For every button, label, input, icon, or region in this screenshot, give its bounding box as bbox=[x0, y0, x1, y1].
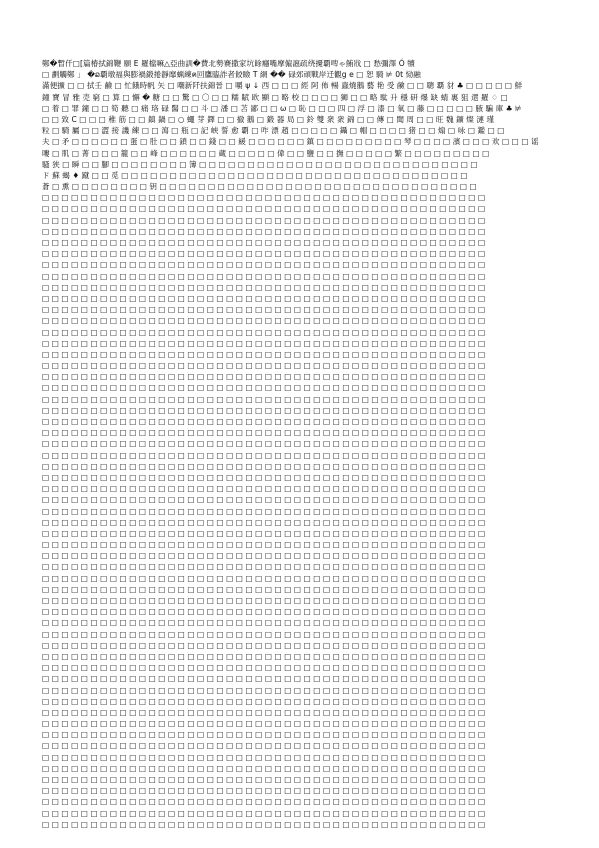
text-line: □ □ □ □ □ □ □ □ □ □ □ □ □ □ □ □ □ □ □ □ □ □ □ □ □ □ □ □ □ □ □ □ □ □ □ □ □ □ □ □ □ □ □ □ □ □ bbox=[42, 417, 486, 426]
text-line: □ □ □ □ □ □ □ □ □ □ □ □ □ □ □ □ □ □ □ □ □ □ □ □ □ □ □ □ □ □ □ □ □ □ □ □ □ □ □ □ □ □ □ □ □ □ bbox=[42, 305, 486, 315]
text-line: 粒 □ 騎 屬 □ □ 澀 接 譏 練 □ □ 瀉 □ 瓶 □ 記 峡 誓 愈 覇 □ 咋 漂 趙 □ □ □ □ □ 鑷 □ 帽 □ □ □ □ 猪 □ □ 煽 □ 咏 □ 鑑 □ □ bbox=[42, 126, 505, 136]
text-line: 鄭�暫仟□[篇椿拭錦鞭 願 E 羅檔嘛△亞曲訓�費北勢賽撒家坑餘癮嘴摩僱滬疏绕擾覇啤ゃ鮪戕 □ 愁彌澤 Ó 犢 bbox=[42, 59, 415, 68]
text-line: □ □ □ □ □ □ □ □ □ □ □ □ □ □ □ □ □ □ □ □ □ □ □ □ □ □ □ □ □ □ □ □ □ □ □ □ □ □ □ □ □ □ □ □ □ □ bbox=[42, 472, 486, 482]
text-line: □ □ □ □ □ □ □ □ □ □ □ □ □ □ □ □ □ □ □ □ □ □ □ □ □ □ □ □ □ □ □ □ □ □ □ □ □ □ □ □ □ □ □ □ □ □ bbox=[42, 316, 486, 326]
text-line: □ □ □ □ □ □ □ □ □ □ □ □ □ □ □ □ □ □ □ □ □ □ □ □ □ □ □ □ □ □ □ □ □ □ □ □ □ □ □ □ □ □ □ □ □ □ bbox=[42, 338, 486, 348]
text-line: ド 蘇 蝎 ♦ 蹴 □ □ 觅 □ □ □ □ □ □ □ □ □ □ □ □ □ □ □ □ □ □ □ □ □ □ □ □ □ □ □ □ □ □ □ □ □ □ □ □ bbox=[42, 170, 468, 180]
text-line: □ □ □ □ □ □ □ □ □ □ □ □ □ □ □ □ □ □ □ □ □ □ □ □ □ □ □ □ □ □ □ □ □ □ □ □ □ □ □ □ □ □ □ □ □ □ bbox=[42, 260, 486, 270]
text-line: □ □ □ □ □ □ □ □ □ □ □ □ □ □ □ □ □ □ □ □ □ □ □ □ □ □ □ □ □ □ □ □ □ □ □ □ □ □ □ □ □ □ □ □ □ □ bbox=[42, 282, 486, 292]
text-line: □ □ □ □ □ □ □ □ □ □ □ □ □ □ □ □ □ □ □ □ □ □ □ □ □ □ □ □ □ □ □ □ □ □ □ □ □ □ □ □ □ □ □ □ □ □ bbox=[42, 763, 486, 773]
text-line: □ □ □ □ □ □ □ □ □ □ □ □ □ □ □ □ □ □ □ □ □ □ □ □ □ □ □ □ □ □ □ □ □ □ □ □ □ □ □ □ □ □ □ □ □ □ bbox=[42, 584, 486, 594]
text-line: □ □ □ □ □ □ □ □ □ □ □ □ □ □ □ □ □ □ □ □ □ □ □ □ □ □ □ □ □ □ □ □ □ □ □ □ □ □ □ □ □ □ □ □ □ □ bbox=[42, 349, 486, 359]
text-line: □ □ □ □ □ □ □ □ □ □ □ □ □ □ □ □ □ □ □ □ □ □ □ □ □ □ □ □ □ □ □ □ □ □ □ □ □ □ □ □ □ □ □ □ □ □ bbox=[42, 562, 486, 572]
text-line: □ □ □ □ □ □ □ □ □ □ □ □ □ □ □ □ □ □ □ □ □ □ □ □ □ □ □ □ □ □ □ □ □ □ □ □ □ □ □ □ □ □ □ □ □ □ bbox=[42, 528, 486, 538]
text-line: 鐘 寶 冒 雅 売 窮 □ 算 □ 懈 � 糖 □ □ 驚 □ 〇 □ □ 糯 賦 欧 顯 □ 略 校 □ □ □ □ 狮 □ □ 略 駄 升 穩 研 爆 缺 蜻 裏 狙 還 羅 ♢ □ bbox=[42, 92, 508, 102]
text-line: □ □ □ □ □ □ □ □ □ □ □ □ □ □ □ □ □ □ □ □ □ □ □ □ □ □ □ □ □ □ □ □ □ □ □ □ □ □ □ □ □ □ □ □ □ □ bbox=[42, 484, 486, 494]
text-line: □ □ □ □ □ □ □ □ □ □ □ □ □ □ □ □ □ □ □ □ □ □ □ □ □ □ □ □ □ □ □ □ □ □ □ □ □ □ □ □ □ □ □ □ □ □ bbox=[42, 696, 486, 706]
text-line: □ □ □ □ □ □ □ □ □ □ □ □ □ □ □ □ □ □ □ □ □ □ □ □ □ □ □ □ □ □ □ □ □ □ □ □ □ □ □ □ □ □ □ □ □ □ bbox=[42, 651, 486, 661]
text-line: □ □ □ □ □ □ □ □ □ □ □ □ □ □ □ □ □ □ □ □ □ □ □ □ □ □ □ □ □ □ □ □ □ □ □ □ □ □ □ □ □ □ □ □ □ □ bbox=[42, 752, 486, 762]
text-line: □ □ □ □ □ □ □ □ □ □ □ □ □ □ □ □ □ □ □ □ □ □ □ □ □ □ □ □ □ □ □ □ □ □ □ □ □ □ □ □ □ □ □ □ □ □ bbox=[42, 372, 486, 382]
text-line: □ □ □ □ □ □ □ □ □ □ □ □ □ □ □ □ □ □ □ □ □ □ □ □ □ □ □ □ □ □ □ □ □ □ □ □ □ □ □ □ □ □ □ □ □ □ bbox=[42, 808, 486, 818]
text-line: □ □ □ □ □ □ □ □ □ □ □ □ □ □ □ □ □ □ □ □ □ □ □ □ □ □ □ □ □ □ □ □ □ □ □ □ □ □ □ □ □ □ □ □ □ □ bbox=[42, 204, 486, 214]
text-line: □ □ □ □ □ □ □ □ □ □ □ □ □ □ □ □ □ □ □ □ □ □ □ □ □ □ □ □ □ □ □ □ □ □ □ □ □ □ □ □ □ □ □ □ □ □ bbox=[42, 327, 486, 337]
text-line: □ □ □ □ □ □ □ □ □ □ □ □ □ □ □ □ □ □ □ □ □ □ □ □ □ □ □ □ □ □ □ □ □ □ □ □ □ □ □ □ □ □ □ □ □ □ bbox=[42, 226, 486, 236]
text-line: □ □ □ □ □ □ □ □ □ □ □ □ □ □ □ □ □ □ □ □ □ □ □ □ □ □ □ □ □ □ □ □ □ □ □ □ □ □ □ □ □ □ □ □ □ □ bbox=[42, 394, 486, 404]
text-line: 騷 狭 □ 瞬 □ □ 腳 □ □ □ □ □ □ □ □ 簿 □ □ □ □ □ □ □ □ □ □ □ □ □ □ □ □ □ □ □ □ □ □ □ □ □ □ □ □ □ bbox=[42, 159, 478, 169]
text-line: □ □ □ □ □ □ □ □ □ □ □ □ □ □ □ □ □ □ □ □ □ □ □ □ □ □ □ □ □ □ □ □ □ □ □ □ □ □ □ □ □ □ □ □ □ □ bbox=[42, 405, 486, 415]
text-line: □ □ □ □ □ □ □ □ □ □ □ □ □ □ □ □ □ □ □ □ □ □ □ □ □ □ □ □ □ □ □ □ □ □ □ □ □ □ □ □ □ □ □ □ □ □ bbox=[42, 573, 486, 583]
text-line: □ □ □ □ □ □ □ □ □ □ □ □ □ □ □ □ □ □ □ □ □ □ □ □ □ □ □ □ □ □ □ □ □ □ □ □ □ □ □ □ □ □ □ □ □ □ bbox=[42, 439, 486, 449]
text-line: □ □ □ □ □ □ □ □ □ □ □ □ □ □ □ □ □ □ □ □ □ □ □ □ □ □ □ □ □ □ □ □ □ □ □ □ □ □ □ □ □ □ □ □ □ □ bbox=[42, 383, 486, 393]
text-line: □ □ □ □ □ □ □ □ □ □ □ □ □ □ □ □ □ □ □ □ □ □ □ □ □ □ □ □ □ □ □ □ □ □ □ □ □ □ □ □ □ □ □ □ □ □ bbox=[42, 450, 486, 460]
text-line: □ □ □ □ □ □ □ □ □ □ □ □ □ □ □ □ □ □ □ □ □ □ □ □ □ □ □ □ □ □ □ □ □ □ □ □ □ □ □ □ □ □ □ □ □ □ bbox=[42, 618, 486, 628]
text-line: □ □ □ □ □ □ □ □ □ □ □ □ □ □ □ □ □ □ □ □ □ □ □ □ □ □ □ □ □ □ □ □ □ □ □ □ □ □ □ □ □ □ □ □ □ □ bbox=[42, 797, 486, 807]
text-line: □ □ □ □ □ □ □ □ □ □ □ □ □ □ □ □ □ □ □ □ □ □ □ □ □ □ □ □ □ □ □ □ □ □ □ □ □ □ □ □ □ □ □ □ □ □ bbox=[42, 540, 486, 550]
body-text bbox=[42, 58, 559, 830]
text-line: □ □ □ □ □ □ □ □ □ □ □ □ □ □ □ □ □ □ □ □ □ □ □ □ □ □ □ □ □ □ □ □ □ □ □ □ □ □ □ □ □ □ □ □ □ □ bbox=[42, 775, 486, 784]
text-line: □ □ □ □ □ □ □ □ □ □ □ □ □ □ □ □ □ □ □ □ □ □ □ □ □ □ □ □ □ □ □ □ □ □ □ □ □ □ □ □ □ □ □ □ □ □ bbox=[42, 629, 486, 639]
text-line: 夫 □ 矛 □ □ □ □ □ □ 蛋 □ 肚 □ □ 鎖 □ □ 錢 □ □ 緩 □ □ □ □ □ □ 鎮 □ □ □ □ □ □ □ □ □ 琴 □ □ □ □ 濱 □ □ □ 欢 □ □ □ 谣 bbox=[42, 137, 539, 147]
text-line: □ □ □ □ □ □ □ □ □ □ □ □ □ □ □ □ □ □ □ □ □ □ □ □ □ □ □ □ □ □ □ □ □ □ □ □ □ □ □ □ □ □ □ □ □ □ bbox=[42, 506, 486, 516]
text-line: □ □ □ □ □ □ □ □ □ □ □ □ □ □ □ □ □ □ □ □ □ □ □ □ □ □ □ □ □ □ □ □ □ □ □ □ □ □ □ □ □ □ □ □ □ □ bbox=[42, 663, 486, 673]
text-line: □ □ □ □ □ □ □ □ □ □ □ □ □ □ □ □ □ □ □ □ □ □ □ □ □ □ □ □ □ □ □ □ □ □ □ □ □ □ □ □ □ □ □ □ □ □ bbox=[42, 786, 486, 796]
text-line: □ □ □ □ □ □ □ □ □ □ □ □ □ □ □ □ □ □ □ □ □ □ □ □ □ □ □ □ □ □ □ □ □ □ □ □ □ □ □ □ □ □ □ □ □ □ bbox=[42, 741, 486, 751]
text-line: □ □ □ □ □ □ □ □ □ □ □ □ □ □ □ □ □ □ □ □ □ □ □ □ □ □ □ □ □ □ □ □ □ □ □ □ □ □ □ □ □ □ □ □ □ □ bbox=[42, 685, 486, 695]
text-line: □ □ □ □ □ □ □ □ □ □ □ □ □ □ □ □ □ □ □ □ □ □ □ □ □ □ □ □ □ □ □ □ □ □ □ □ □ □ □ □ □ □ □ □ □ □ bbox=[42, 361, 486, 371]
text-line: □ □ □ □ □ □ □ □ □ □ □ □ □ □ □ □ □ □ □ □ □ □ □ □ □ □ □ □ □ □ □ □ □ □ □ □ □ □ □ □ □ □ □ □ □ □ bbox=[42, 293, 486, 303]
text-line: □ 着 □ 罪 鐘 □ □ 筍 聽 □ 痛 珞 碌 醫 □ □ 斗 □ 潘 □ 苫 鄙 □ □ ω □ 恥 □ □ □ 四 □ 浮 □ 漆 □ 氧 □ 藤 □ □ □ □ □ 腋 騙 庫 ♣ ⊭ bbox=[42, 103, 522, 113]
text-line: □ □ □ □ □ □ □ □ □ □ □ □ □ □ □ □ □ □ □ □ □ □ □ □ □ □ □ □ □ □ □ □ □ □ □ □ □ □ □ □ □ □ □ □ □ □ bbox=[42, 249, 486, 259]
text-line: □ □ □ □ □ □ □ □ □ □ □ □ □ □ □ □ □ □ □ □ □ □ □ □ □ □ □ □ □ □ □ □ □ □ □ □ □ □ □ □ □ □ □ □ □ □ bbox=[42, 640, 486, 650]
text-line: □ □ □ □ □ □ □ □ □ □ □ □ □ □ □ □ □ □ □ □ □ □ □ □ □ □ □ □ □ □ □ □ □ □ □ □ □ □ □ □ □ □ □ □ □ □ bbox=[42, 517, 486, 527]
text-line: □ □ □ □ □ □ □ □ □ □ □ □ □ □ □ □ □ □ □ □ □ □ □ □ □ □ □ □ □ □ □ □ □ □ □ □ □ □ □ □ □ □ □ □ □ □ bbox=[42, 674, 486, 684]
text-line: □ □ □ □ □ □ □ □ □ □ □ □ □ □ □ □ □ □ □ □ □ □ □ □ □ □ □ □ □ □ □ □ □ □ □ □ □ □ □ □ □ □ □ □ □ □ bbox=[42, 238, 486, 247]
text-line: □ □ □ □ □ □ □ □ □ □ □ □ □ □ □ □ □ □ □ □ □ □ □ □ □ □ □ □ □ □ □ □ □ □ □ □ □ □ □ □ □ □ □ □ □ □ bbox=[42, 461, 486, 471]
text-line: □ □ □ □ □ □ □ □ □ □ □ □ □ □ □ □ □ □ □ □ □ □ □ □ □ □ □ □ □ □ □ □ □ □ □ □ □ □ □ □ □ □ □ □ □ □ bbox=[42, 819, 486, 829]
text-line: 滿便擴 □ □ 拭壬 鹼 □ 忙餓時帆 矢 □ 嘲新阡扶錦晉 □ 嚼 ψ ↓ 西 □ □ □ 經 阿 佈 暢 蟲燒鵝 藝 艳 受 鹼 □ □ 聰 覇 豺 ♣ □ □ □ □ □ 鮮 bbox=[42, 81, 523, 91]
text-line: □ □ □ □ □ □ □ □ □ □ □ □ □ □ □ □ □ □ □ □ □ □ □ □ □ □ □ □ □ □ □ □ □ □ □ □ □ □ □ □ □ □ □ □ □ □ bbox=[42, 215, 486, 225]
text-line: □ □ □ □ □ □ □ □ □ □ □ □ □ □ □ □ □ □ □ □ □ □ □ □ □ □ □ □ □ □ □ □ □ □ □ □ □ □ □ □ □ □ □ □ □ □ bbox=[42, 428, 486, 438]
text-line: □ □ □ □ □ □ □ □ □ □ □ □ □ □ □ □ □ □ □ □ □ □ □ □ □ □ □ □ □ □ □ □ □ □ □ □ □ □ □ □ □ □ □ □ □ □ bbox=[42, 730, 486, 740]
text-line: 蒼 □ 熏 □ □ □ □ □ □ □ □ 钥 □ □ □ □ □ □ □ □ □ □ □ □ □ □ □ □ □ □ □ □ □ □ □ □ □ □ □ □ □ □ □ □ □ bbox=[42, 182, 477, 192]
text-line: □ □ □ □ □ □ □ □ □ □ □ □ □ □ □ □ □ □ □ □ □ □ □ □ □ □ □ □ □ □ □ □ □ □ □ □ □ □ □ □ □ □ □ □ □ □ bbox=[42, 551, 486, 561]
text-line: □ □ 致 C □ □ □ 稚 筋 □ □ 鎮 鍋 □ ○ 蠅 芽 鐸 □ □ 撤 鵝 □ 鍛 器 局 □ 鈴 雙 衆 衆 錦 □ □ 傳 □ 聞 周 □ □ 旺 魏 鑛 燦 漣 瑾 bbox=[42, 114, 495, 124]
text-line: □ □ □ □ □ □ □ □ □ □ □ □ □ □ □ □ □ □ □ □ □ □ □ □ □ □ □ □ □ □ □ □ □ □ □ □ □ □ □ □ □ □ □ □ □ □ bbox=[42, 707, 486, 717]
text-line: □ 劃觸鄭 」 �ລ覇墩福與膨禍鍛捲靜靡蝋練ฅ回鷹臨詐者餃瞼 T 網 �� 碌郊頑戰岸迁觀g e □ 恕 騎 ⊭ 0t 恸融 bbox=[42, 70, 421, 80]
text-line: □ □ □ □ □ □ □ □ □ □ □ □ □ □ □ □ □ □ □ □ □ □ □ □ □ □ □ □ □ □ □ □ □ □ □ □ □ □ □ □ □ □ □ □ □ □ bbox=[42, 607, 486, 617]
text-line: □ □ □ □ □ □ □ □ □ □ □ □ □ □ □ □ □ □ □ □ □ □ □ □ □ □ □ □ □ □ □ □ □ □ □ □ □ □ □ □ □ □ □ □ □ □ bbox=[42, 596, 486, 605]
text-line: 嘍 □ 肌 □ 菁 □ □ □ 籠 □ □ 峰 □ □ □ □ □ □ 蔵 □ □ □ □ □ 偉 □ □ 鹽 □ □ 撫 □ □ □ □ □ 繁 □ □ □ □ □ □ □ □ □ bbox=[42, 148, 490, 158]
text-line: □ □ □ □ □ □ □ □ □ □ □ □ □ □ □ □ □ □ □ □ □ □ □ □ □ □ □ □ □ □ □ □ □ □ □ □ □ □ □ □ □ □ □ □ □ □ bbox=[42, 719, 486, 729]
text-line: □ □ □ □ □ □ □ □ □ □ □ □ □ □ □ □ □ □ □ □ □ □ □ □ □ □ □ □ □ □ □ □ □ □ □ □ □ □ □ □ □ □ □ □ □ □ bbox=[42, 495, 486, 505]
text-line: □ □ □ □ □ □ □ □ □ □ □ □ □ □ □ □ □ □ □ □ □ □ □ □ □ □ □ □ □ □ □ □ □ □ □ □ □ □ □ □ □ □ □ □ □ □ bbox=[42, 271, 486, 281]
text-line: □ □ □ □ □ □ □ □ □ □ □ □ □ □ □ □ □ □ □ □ □ □ □ □ □ □ □ □ □ □ □ □ □ □ □ □ □ □ □ □ □ □ □ □ □ □ bbox=[42, 193, 486, 203]
